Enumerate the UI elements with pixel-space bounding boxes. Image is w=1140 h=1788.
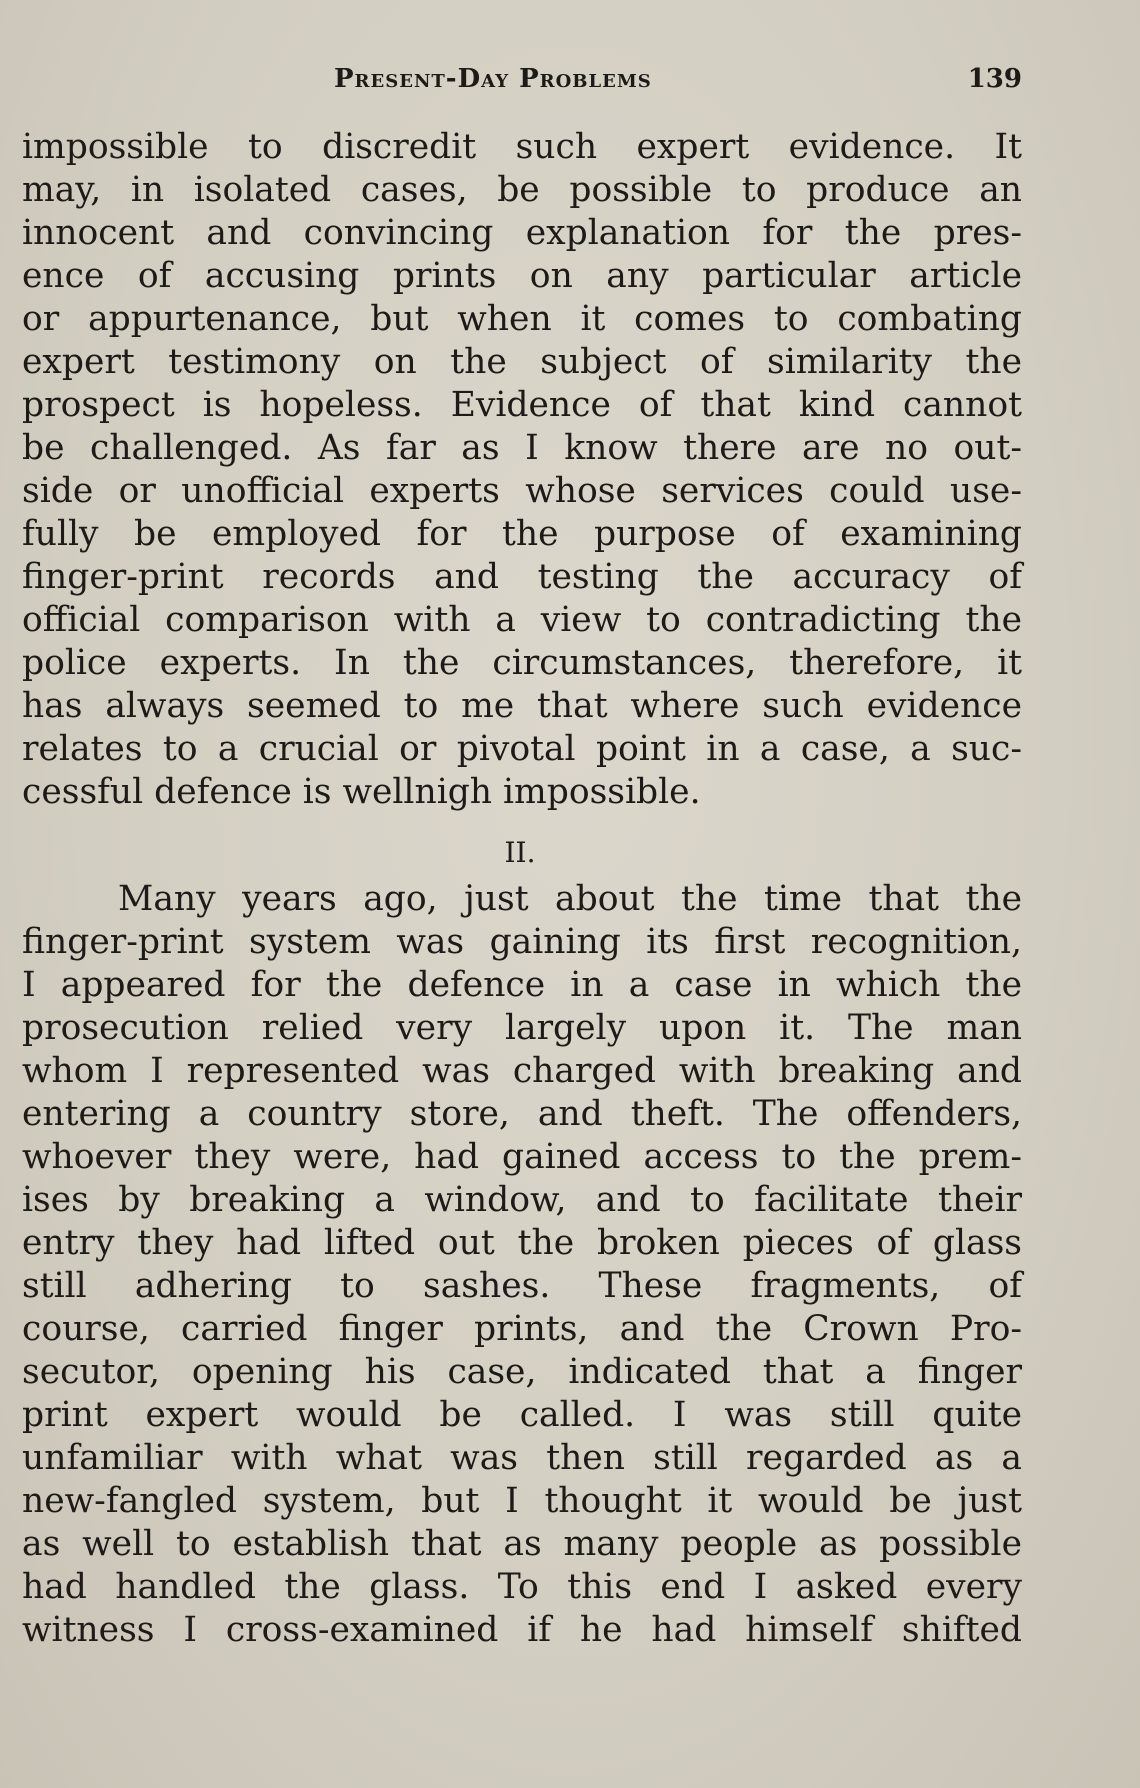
page-number: 139 [967, 64, 1022, 94]
text-line: Many years ago, just about the time that the [118, 879, 1022, 919]
section-number: II. [504, 836, 536, 869]
text-line: or appurtenance, but when it comes to combating [22, 299, 1022, 339]
text-line: witness I cross-examined if he had himself shifted [22, 1610, 1022, 1650]
paragraph-2 [22, 878, 1022, 1652]
text-line: secutor, opening his case, indicated that a finger [22, 1352, 1022, 1392]
text-line: cessful defence is wellnigh impossible. [22, 772, 701, 812]
text-line: I appeared for the defence in a case in which the [22, 965, 1022, 1005]
text-line: unfamiliar with what was then still regarded as a [22, 1438, 1022, 1478]
text-line: whoever they were, had gained access to the prem- [22, 1137, 1022, 1177]
text-line: new-fangled system, but I thought it would be just [22, 1481, 1022, 1521]
text-line: innocent and convincing explanation for the pres- [22, 213, 1022, 253]
text-line: course, carried finger prints, and the Crown Pro- [22, 1309, 1022, 1349]
text-line: relates to a crucial or pivotal point in a case, a suc- [22, 729, 1022, 769]
text-line: entering a country store, and theft. The offenders, [22, 1094, 1022, 1134]
text-line: finger-print records and testing the accuracy of [22, 557, 1022, 597]
text-line: fully be employed for the purpose of examining [22, 514, 1022, 554]
text-line: had handled the glass. To this end I asked every [22, 1567, 1022, 1607]
text-line: print expert would be called. I was still quite [22, 1395, 1022, 1435]
text-line: as well to establish that as many people as possible [22, 1524, 1022, 1564]
text-line: prosecution relied very largely upon it. The man [22, 1008, 1022, 1048]
text-line: impossible to discredit such expert evidence. It [22, 127, 1022, 167]
text-line: finger-print system was gaining its first recognition, [22, 922, 1022, 962]
text-line: ence of accusing prints on any particular article [22, 256, 1022, 296]
text-line: entry they had lifted out the broken pieces of glass [22, 1223, 1022, 1263]
text-line: still adhering to sashes. These fragments, of [22, 1266, 1022, 1306]
running-title: Present-Day Problems [334, 64, 652, 94]
paragraph-1 [22, 126, 1022, 814]
running-head [22, 64, 1022, 104]
text-line: whom I represented was charged with breaking and [22, 1051, 1022, 1091]
text-line: official comparison with a view to contradicting the [22, 600, 1022, 640]
text-line: be challenged. As far as I know there are no out- [22, 428, 1022, 468]
text-line: police experts. In the circumstances, therefore, it [22, 643, 1022, 683]
text-line: expert testimony on the subject of similarity the [22, 342, 1022, 382]
text-line: prospect is hopeless. Evidence of that kind cannot [22, 385, 1022, 425]
text-line: may, in isolated cases, be possible to produce an [22, 170, 1022, 210]
text-line: has always seemed to me that where such evidence [22, 686, 1022, 726]
text-line: ises by breaking a window, and to facilitate their [22, 1180, 1022, 1220]
text-line: side or unofficial experts whose services could use- [22, 471, 1022, 511]
